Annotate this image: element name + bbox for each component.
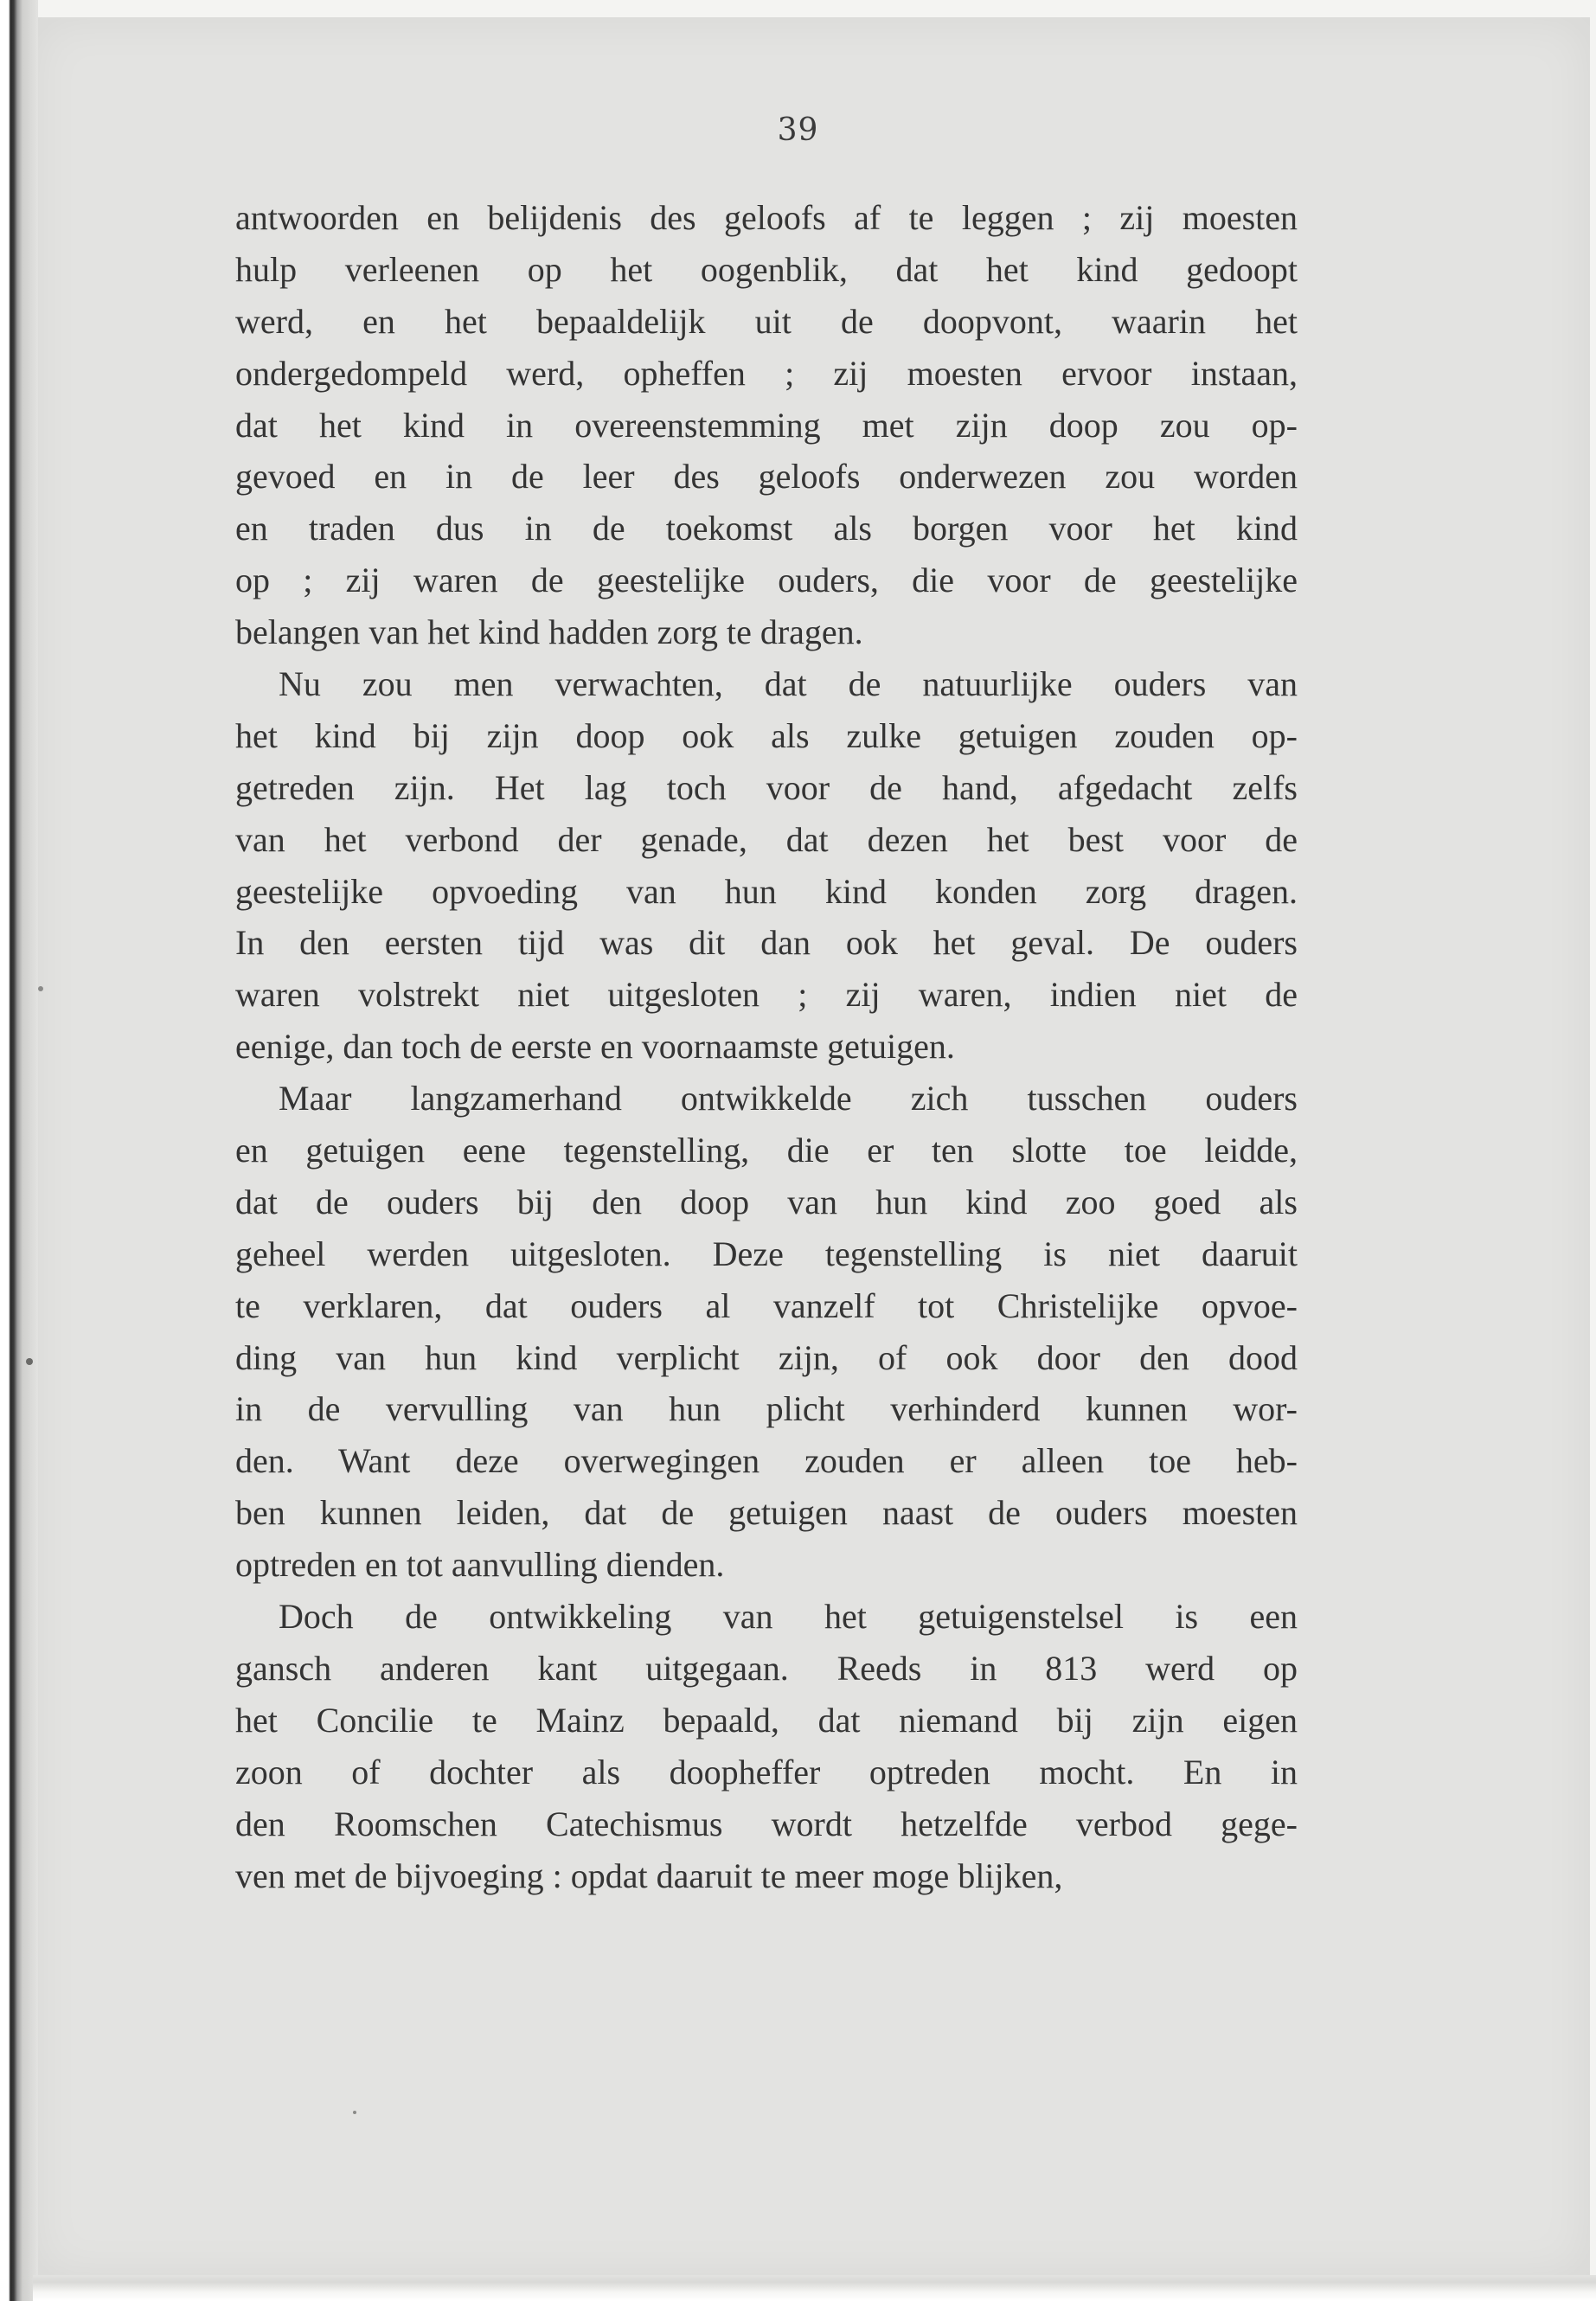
- body-text: [235, 192, 1298, 1901]
- text-line: ondergedompeld werd, opheffen ; zij moesten ervoor instaan,: [235, 353, 1298, 393]
- text-line: in de vervulling van hun plicht verhinderd kunnen wor-: [235, 1389, 1298, 1429]
- text-line: ven met de bijvoeging : opdat daaruit te meer moge blijken,: [235, 1856, 1063, 1895]
- text-line: waren volstrekt niet uitgesloten ; zij waren, indien niet de: [235, 975, 1298, 1015]
- paper-speck: [353, 2111, 356, 2114]
- text-line: getreden zijn. Het lag toch voor de hand, afgedacht zelfs: [235, 767, 1298, 807]
- text-line: hulp verleenen op het oogenblik, dat het kind gedoopt: [235, 249, 1298, 289]
- text-line: den. Want deze overwegingen zouden er alleen toe heb-: [235, 1441, 1298, 1481]
- paragraph: [235, 192, 1298, 658]
- text-line: antwoorden en belijdenis des geloofs af te leggen ; zij moesten: [235, 198, 1298, 237]
- text-line: Nu zou men verwachten, dat de natuurlijke ouders van: [279, 664, 1298, 704]
- text-line: dat de ouders bij den doop van hun kind zoo goed als: [235, 1182, 1298, 1221]
- text-line: den Roomschen Catechismus wordt hetzelfde verbod gege-: [235, 1804, 1298, 1843]
- text-line: ding van hun kind verplicht zijn, of ook door den dood: [235, 1337, 1298, 1377]
- text-line: dat het kind in overeenstemming met zijn doop zou op-: [235, 405, 1298, 445]
- text-line: ben kunnen leiden, dat de getuigen naast de ouders moesten: [235, 1493, 1298, 1533]
- paper-speck: [26, 1358, 33, 1365]
- text-line: te verklaren, dat ouders al vanzelf tot Christelijke opvoe-: [235, 1285, 1298, 1325]
- page-bottom-edge: [33, 2275, 1596, 2301]
- text-line: belangen van het kind hadden zorg te dragen.: [235, 612, 863, 652]
- text-line: en getuigen eene tegenstelling, die er ten slotte toe leidde,: [235, 1131, 1298, 1170]
- text-line: het kind bij zijn doop ook als zulke getuigen zouden op-: [235, 715, 1298, 755]
- text-line: Maar langzamerhand ontwikkelde zich tusschen ouders: [279, 1079, 1298, 1118]
- text-line: werd, en het bepaaldelijk uit de doopvont, waarin het: [235, 301, 1298, 341]
- paragraph: [235, 1591, 1298, 1901]
- paragraph: [235, 1073, 1298, 1591]
- text-line: In den eersten tijd was dit dan ook het geval. De ouders: [235, 923, 1298, 963]
- text-line: en traden dus in de toekomst als borgen voor het kind: [235, 509, 1298, 548]
- paper-speck: [38, 986, 43, 991]
- text-line: op ; zij waren de geestelijke ouders, die voor de geestelijke: [235, 561, 1298, 600]
- text-line: gansch anderen kant uitgegaan. Reeds in 813 werd op: [235, 1648, 1298, 1688]
- text-line: Doch de ontwikkeling van het getuigenstelsel is een: [279, 1597, 1298, 1637]
- text-line: geestelijke opvoeding van hun kind konden zorg dragen.: [235, 871, 1298, 911]
- text-line: geheel werden uitgesloten. Deze tegenstelling is niet daaruit: [235, 1234, 1298, 1273]
- text-line: optreden en tot aanvulling dienden.: [235, 1545, 725, 1585]
- page-number: 39: [777, 112, 819, 148]
- binding-edge: [0, 0, 38, 2301]
- paragraphs: [235, 192, 1298, 1901]
- paragraph: [235, 658, 1298, 1073]
- text-line: het Concilie te Mainz bepaald, dat niemand bij zijn eigen: [235, 1700, 1298, 1740]
- text-line: eenige, dan toch de eerste en voornaamste getuigen.: [235, 1027, 955, 1067]
- text-line: gevoed en in de leer des geloofs onderwezen zou worden: [235, 457, 1298, 497]
- text-line: van het verbond der genade, dat dezen het best voor de: [235, 819, 1298, 859]
- text-line: zoon of dochter als doopheffer optreden mocht. En in: [235, 1752, 1298, 1791]
